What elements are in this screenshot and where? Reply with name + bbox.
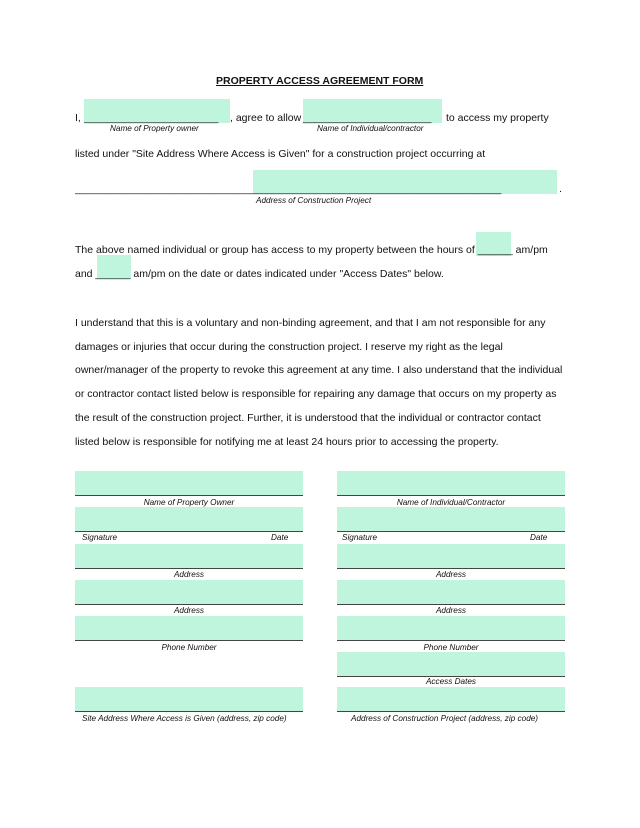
site-address-label: Site Address Where Access is Given (address, zip code) [82, 714, 287, 723]
contractor-phone-field[interactable] [337, 616, 565, 640]
contractor-date-label: Date [530, 533, 548, 542]
owner-address-1-line [75, 568, 303, 569]
hours-line-1: The above named individual or group has access to my property between the hours of ______ am/pm [75, 244, 548, 256]
owner-address-2-line [75, 604, 303, 605]
access-dates-label: Access Dates [425, 677, 477, 686]
site-address-line [75, 711, 303, 712]
contractor-address-2-field[interactable] [337, 580, 565, 604]
owner-signature-label: Signature [82, 533, 118, 542]
intro-middle: , agree to allow [230, 112, 302, 124]
contractor-signature-field[interactable] [337, 507, 565, 531]
contractor-signature-line [337, 531, 565, 532]
project-address-field-2[interactable] [337, 687, 565, 711]
project-address-line [337, 711, 565, 712]
contractor-blank: ______________________ [303, 112, 432, 124]
owner-phone-label: Phone Number [161, 643, 217, 652]
contractor-name-field-2[interactable] [337, 471, 565, 495]
owner-address-2-label: Address [173, 606, 205, 615]
project-address-caption: Address of Construction Project [256, 196, 372, 205]
paragraph-line-1: I understand that this is a voluntary and non-binding agreement, and that I am not responsible for any [75, 317, 546, 329]
contractor-address-2-line [337, 604, 565, 605]
owner-name-label: Name of Property Owner [143, 498, 235, 507]
owner-caption: Name of Property owner [110, 124, 199, 133]
contractor-address-1-line [337, 568, 565, 569]
contractor-name-label: Name of Individual/Contractor [396, 498, 506, 507]
contractor-address-2-label: Address [435, 606, 467, 615]
hours-line-2: and ______ am/pm on the date or dates indicated under "Access Dates" below. [75, 268, 444, 280]
owner-phone-field[interactable] [75, 616, 303, 640]
paragraph-line-4: or contractor contact listed below is responsible for repairing any damage that occurs on my property as [75, 388, 557, 400]
intro-prefix: I, [75, 112, 81, 124]
paragraph-line-6: listed below is responsible for notifying me at least 24 hours prior to accessing the property. [75, 436, 499, 448]
owner-phone-line [75, 640, 303, 641]
contractor-caption: Name of Individual/contractor [317, 124, 424, 133]
project-address-blank: _________________________________________________________________________ [75, 183, 502, 195]
site-address-sentence: listed under "Site Address Where Access is Given" for a construction project occurring at [75, 148, 486, 160]
project-address-end: . [559, 183, 562, 195]
owner-address-2-field[interactable] [75, 580, 303, 604]
owner-address-1-label: Address [173, 570, 205, 579]
owner-signature-line [75, 531, 303, 532]
paragraph-line-2: damages or injuries that occur during the construction project. I reserve my right as the legal [75, 341, 503, 353]
owner-date-label: Date [271, 533, 289, 542]
owner-name-field[interactable] [75, 471, 303, 495]
owner-address-1-field[interactable] [75, 544, 303, 568]
contractor-phone-line [337, 640, 565, 641]
page-title: PROPERTY ACCESS AGREEMENT FORM [216, 75, 424, 87]
project-address-label: Address of Construction Project (address, zip code) [351, 714, 539, 723]
owner-blank: _______________________ [84, 112, 219, 124]
contractor-signature-label: Signature [342, 533, 378, 542]
contractor-name-line [337, 495, 565, 496]
contractor-address-1-field[interactable] [337, 544, 565, 568]
contractor-address-1-label: Address [435, 570, 467, 579]
site-address-field[interactable] [75, 687, 303, 711]
owner-name-line [75, 495, 303, 496]
intro-suffix: to access my property [446, 112, 549, 124]
contractor-phone-label: Phone Number [423, 643, 479, 652]
owner-signature-field[interactable] [75, 507, 303, 531]
paragraph-line-5: the result of the construction project. Further, it is understood that the individual or contractor contact [75, 412, 541, 424]
paragraph-line-3: owner/manager of the property to revoke this agreement at any time. I also understand that the individual [75, 364, 563, 376]
access-dates-field[interactable] [337, 652, 565, 676]
